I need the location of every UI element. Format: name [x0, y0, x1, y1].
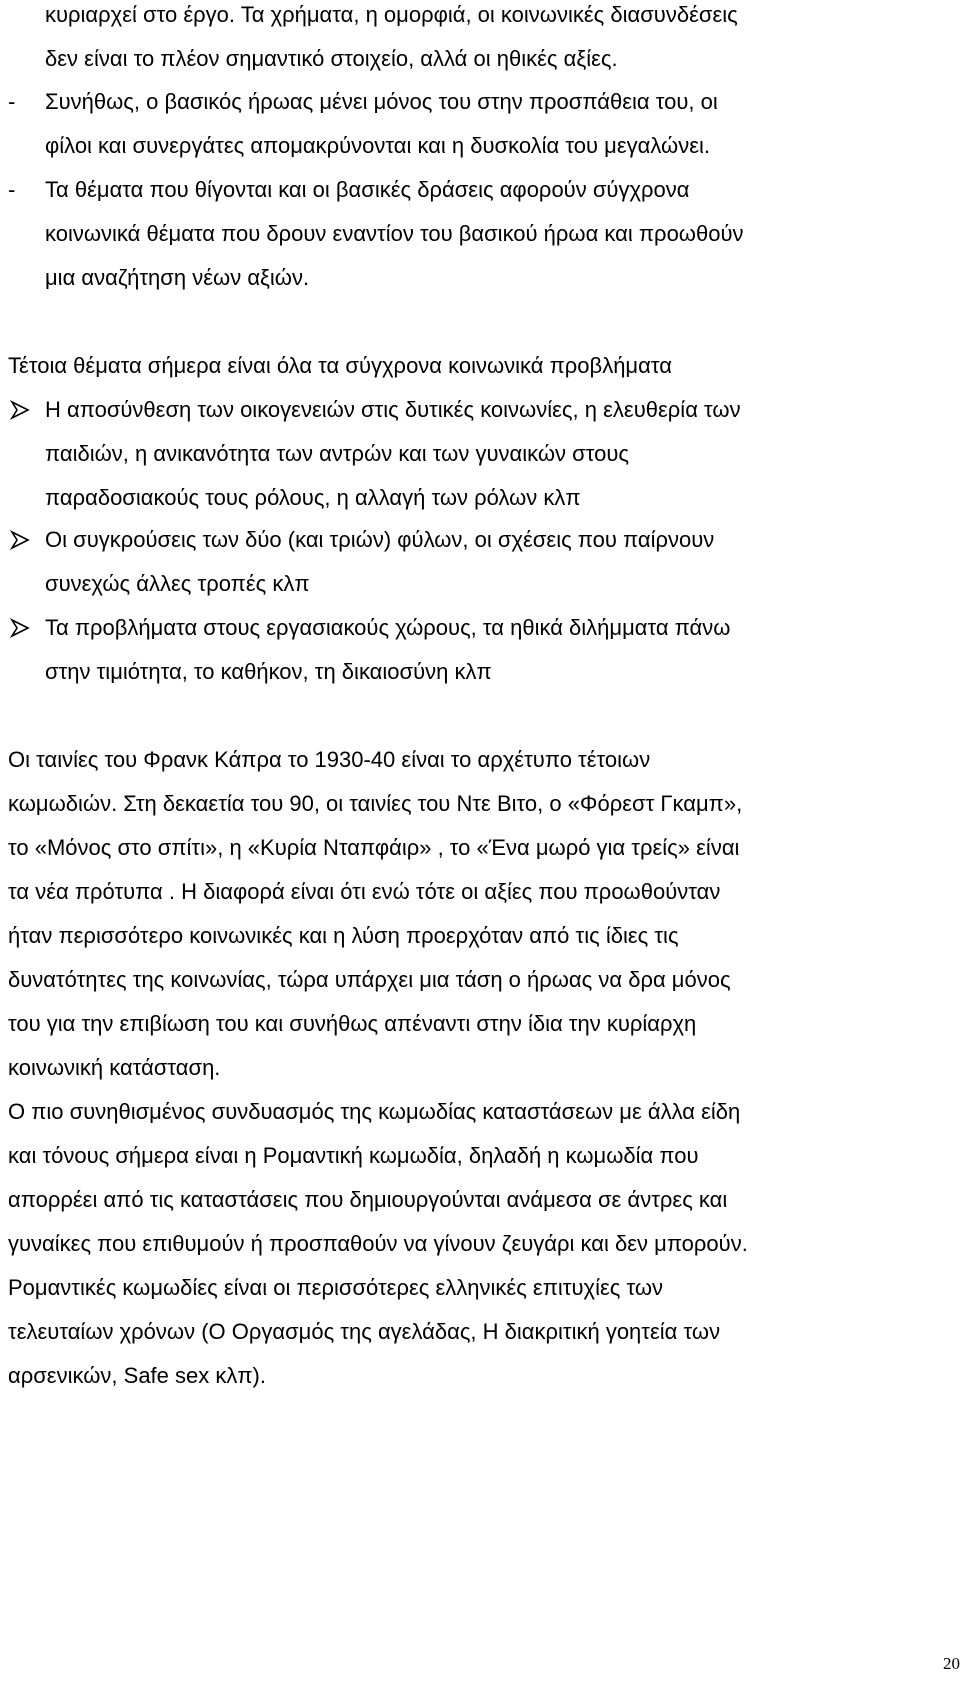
text-line: και τόνους σήμερα είναι η Ρομαντική κωμωδία, δηλαδή η κωμωδία που — [8, 1143, 699, 1168]
text-line: μια αναζήτηση νέων αξιών. — [45, 265, 310, 290]
text-line: του για την επιβίωση του και συνήθως απέναντι στην ίδια την κυρίαρχη — [8, 1011, 697, 1036]
topics-intro: Τέτοια θέματα σήμερα είναι όλα τα σύγχρονα κοινωνικά προβλήματα — [8, 353, 672, 378]
text-line: γυναίκες που επιθυμούν ή προσπαθούν να γίνουν ζευγάρι και δεν μπορούν. — [8, 1231, 748, 1256]
text-line: κωμωδιών. Στη δεκαετία του 90, οι ταινίες του Ντε Βιτο, ο «Φόρεστ Γκαμπ», — [8, 791, 743, 816]
text-line: Τα θέματα που θίγονται και οι βασικές δράσεις αφορούν σύγχρονα — [45, 177, 690, 202]
text-line: Η αποσύνθεση των οικογενειών στις δυτικές κοινωνίες, η ελευθερία των — [45, 397, 741, 422]
text-line: αρσενικών, Safe sex κλπ). — [8, 1363, 266, 1388]
arrowhead-bullet-icon — [9, 617, 31, 639]
text-line: παιδιών, η ανικανότητα των αντρών και των γυναικών στους — [45, 441, 629, 466]
text-line: δεν είναι το πλέον σημαντικό στοιχείο, αλλά οι ηθικές αξίες. — [45, 46, 618, 71]
dash-marker: - — [8, 89, 16, 114]
text-line: Ρομαντικές κωμωδίες είναι οι περισσότερες ελληνικές επιτυχίες των — [8, 1275, 664, 1300]
text-line: το «Μόνος στο σπίτι», η «Κυρία Νταπφάιρ» , το «Ένα μωρό για τρείς» είναι — [8, 835, 740, 860]
text-line: δυνατότητες της κοινωνίας, τώρα υπάρχει μια τάση ο ήρωας να δρα μόνος — [8, 967, 731, 992]
text-line: Συνήθως, ο βασικός ήρωας μένει μόνος του στην προσπάθεια του, οι — [45, 89, 718, 114]
text-line: κυριαρχεί στο έργο. Τα χρήματα, η ομορφιά, οι κοινωνικές διασυνδέσεις — [45, 2, 738, 27]
arrowhead-bullet-icon — [9, 529, 31, 551]
dash-marker: - — [8, 177, 16, 202]
text-line: παραδοσιακούς τους ρόλους, η αλλαγή των ρόλων κλπ — [45, 485, 581, 510]
page-number: 20 — [943, 1654, 960, 1673]
text-line: στην τιμιότητα, το καθήκον, τη δικαιοσύνη κλπ — [45, 659, 492, 684]
text-line: απορρέει από τις καταστάσεις που δημιουργούνται ανάμεσα σε άντρες και — [8, 1187, 728, 1212]
text-line: τα νέα πρότυπα . Η διαφορά είναι ότι ενώ τότε οι αξίες που προωθούνταν — [8, 879, 721, 904]
text-line: κοινωνική κατάσταση. — [8, 1055, 221, 1080]
text-line: Οι ταινίες του Φρανκ Κάπρα το 1930-40 είναι το αρχέτυπο τέτοιων — [8, 747, 651, 772]
text-line: συνεχώς άλλες τροπές κλπ — [45, 571, 310, 596]
text-line: ήταν περισσότερο κοινωνικές και η λύση προερχόταν από τις ίδιες τις — [8, 923, 679, 948]
text-line: φίλοι και συνεργάτες απομακρύνονται και η δυσκολία του μεγαλώνει. — [45, 133, 710, 158]
arrowhead-bullet-icon — [9, 399, 31, 421]
text-line: τελευταίων χρόνων (Ο Οργασμός της αγελάδας, Η διακριτική γοητεία των — [8, 1319, 721, 1344]
text-line: Ο πιο συνηθισμένος συνδυασμός της κωμωδίας καταστάσεων με άλλα είδη — [8, 1099, 741, 1124]
text-line: κοινωνικά θέματα που δρουν εναντίον του βασικού ήρωα και προωθούν — [45, 221, 744, 246]
text-line: Οι συγκρούσεις των δύο (και τριών) φύλων, οι σχέσεις που παίρνουν — [45, 527, 715, 552]
text-line: Τα προβλήματα στους εργασιακούς χώρους, τα ηθικά διλήμματα πάνω — [45, 615, 731, 640]
